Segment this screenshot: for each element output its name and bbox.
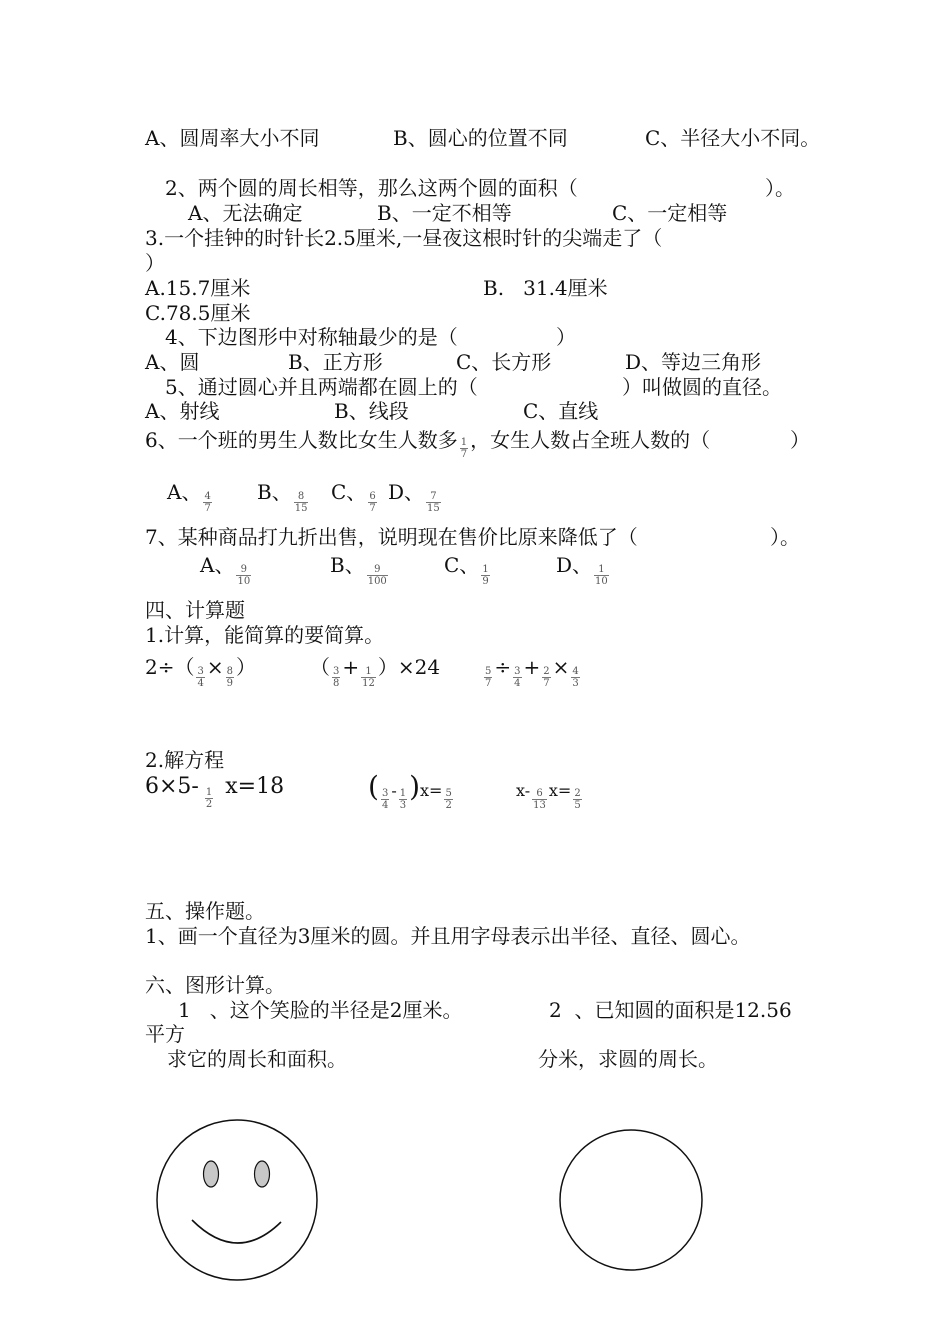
q4-option-d: D、等边三角形 — [625, 350, 762, 374]
equation-2: ( $\frac{3}{4}$ - $\frac{1}{3}$ )x= $\frac{5}{2}$ — [368, 770, 452, 811]
calc-expression-1: 2÷（ $\frac{3}{4}$ × $\frac{8}{9}$ ） — [145, 655, 256, 689]
q5-option-c: C、直线 — [523, 399, 599, 423]
section4-sub1: 1.计算，能简算的要简算。 — [145, 623, 385, 647]
q7-option-c: C、 $\frac{1}{9}$ — [444, 553, 489, 587]
left-eye-icon — [204, 1161, 219, 1187]
equation-3: x- $\frac{6}{13}$ x= $\frac{2}{5}$ — [516, 781, 581, 811]
section6-q2-line1: 2 、已知圆的面积是12.56 — [549, 998, 792, 1022]
section4-sub2: 2.解方程 — [145, 748, 225, 772]
q7-end: ）。 — [770, 525, 800, 549]
q5-end: ）叫做圆的直径。 — [622, 375, 782, 399]
q5-option-a: A、射线 — [145, 399, 220, 423]
q4-end: ） — [556, 325, 576, 349]
section5-question: 1、画一个直径为3厘米的圆。并且用字母表示出半径、直径、圆心。 — [145, 924, 751, 948]
section6-unit-wrap: 平方 — [145, 1022, 185, 1046]
q7-option-a: A、 $\frac{9}{10}$ — [200, 553, 251, 587]
calc-expression-3: $\frac{5}{7}$ ÷ $\frac{3}{4}$ + $\frac{2}{7}$ × $\frac{4}{3}$ — [485, 655, 579, 689]
q2-question: 2、两个圆的周长相等，那么这两个圆的面积（ — [165, 176, 578, 200]
q6-fraction: $\frac{1}{7}$ — [460, 437, 468, 460]
q7-question: 7、某种商品打九折出售，说明现在售价比原来降低了（ — [145, 525, 638, 549]
q3-paren: ） — [145, 251, 165, 275]
section6-q1-line2: 求它的周长和面积。 — [167, 1047, 347, 1071]
smiley-face-outline — [157, 1120, 317, 1280]
equation-1: 6×5- $\frac{1}{2}$ x=18 — [145, 774, 285, 810]
q3-option-a: A.15.7厘米 — [145, 276, 251, 300]
right-eye-icon — [255, 1161, 270, 1187]
q4-question: 4、下边图形中对称轴最少的是（ — [165, 325, 458, 349]
q1-option-b: B、圆心的位置不同 — [393, 126, 568, 150]
section6-title: 六、图形计算。 — [145, 973, 285, 997]
q7-option-d: D、 $\frac{1}{10}$ — [556, 553, 608, 587]
section5-title: 五、操作题。 — [145, 899, 265, 923]
q6-option-a: A、 $\frac{4}{7}$ — [167, 480, 211, 514]
q5-question: 5、通过圆心并且两端都在圆上的（ — [165, 375, 478, 399]
q6-option-b: B、 $\frac{8}{15}$ — [257, 480, 308, 514]
q6-option-d: D、 $\frac{7}{15}$ — [388, 480, 440, 514]
q3-question: 3.一个挂钟的时针长2.5厘米,一昼夜这根时针的尖端走了（ — [145, 226, 663, 250]
q3-option-b: B. 31.4厘米 — [483, 276, 608, 300]
section6-q2-line2: 分米，求圆的周长。 — [538, 1047, 718, 1071]
q6-end: ） — [790, 428, 810, 452]
q4-option-a: A、圆 — [145, 350, 200, 374]
circle-outline — [560, 1130, 702, 1270]
q3-option-c: C.78.5厘米 — [145, 301, 251, 325]
q2-option-a: A、无法确定 — [188, 201, 303, 225]
q1-option-a: A、圆周率大小不同 — [145, 126, 320, 150]
circle-figure — [555, 1127, 710, 1277]
q2-end: ）。 — [765, 176, 795, 200]
q6-text-b: ，女生人数占全班人数的（ — [470, 428, 711, 452]
calc-expression-2: （ $\frac{3}{8}$ + $\frac{1}{12}$ ）×24 — [310, 655, 441, 689]
smile-mouth — [192, 1220, 281, 1243]
smiley-face-figure — [150, 1115, 330, 1290]
q6-text-a: 6、一个班的男生人数比女生人数多 — [145, 428, 458, 452]
q1-option-c: C、半径大小不同。 — [645, 126, 821, 150]
q6-option-c: C、 $\frac{6}{7}$ — [331, 480, 376, 514]
q4-option-b: B、正方形 — [288, 350, 383, 374]
q6-question — [145, 428, 710, 460]
q2-option-c: C、一定相等 — [612, 201, 728, 225]
q7-option-b: B、 $\frac{9}{100}$ — [330, 553, 387, 587]
section6-q1-line1: 1 、这个笑脸的半径是2厘米。 — [178, 998, 463, 1022]
q2-option-b: B、一定不相等 — [377, 201, 512, 225]
q4-option-c: C、长方形 — [456, 350, 552, 374]
q5-option-b: B、线段 — [334, 399, 409, 423]
section4-title: 四、计算题 — [145, 598, 245, 622]
